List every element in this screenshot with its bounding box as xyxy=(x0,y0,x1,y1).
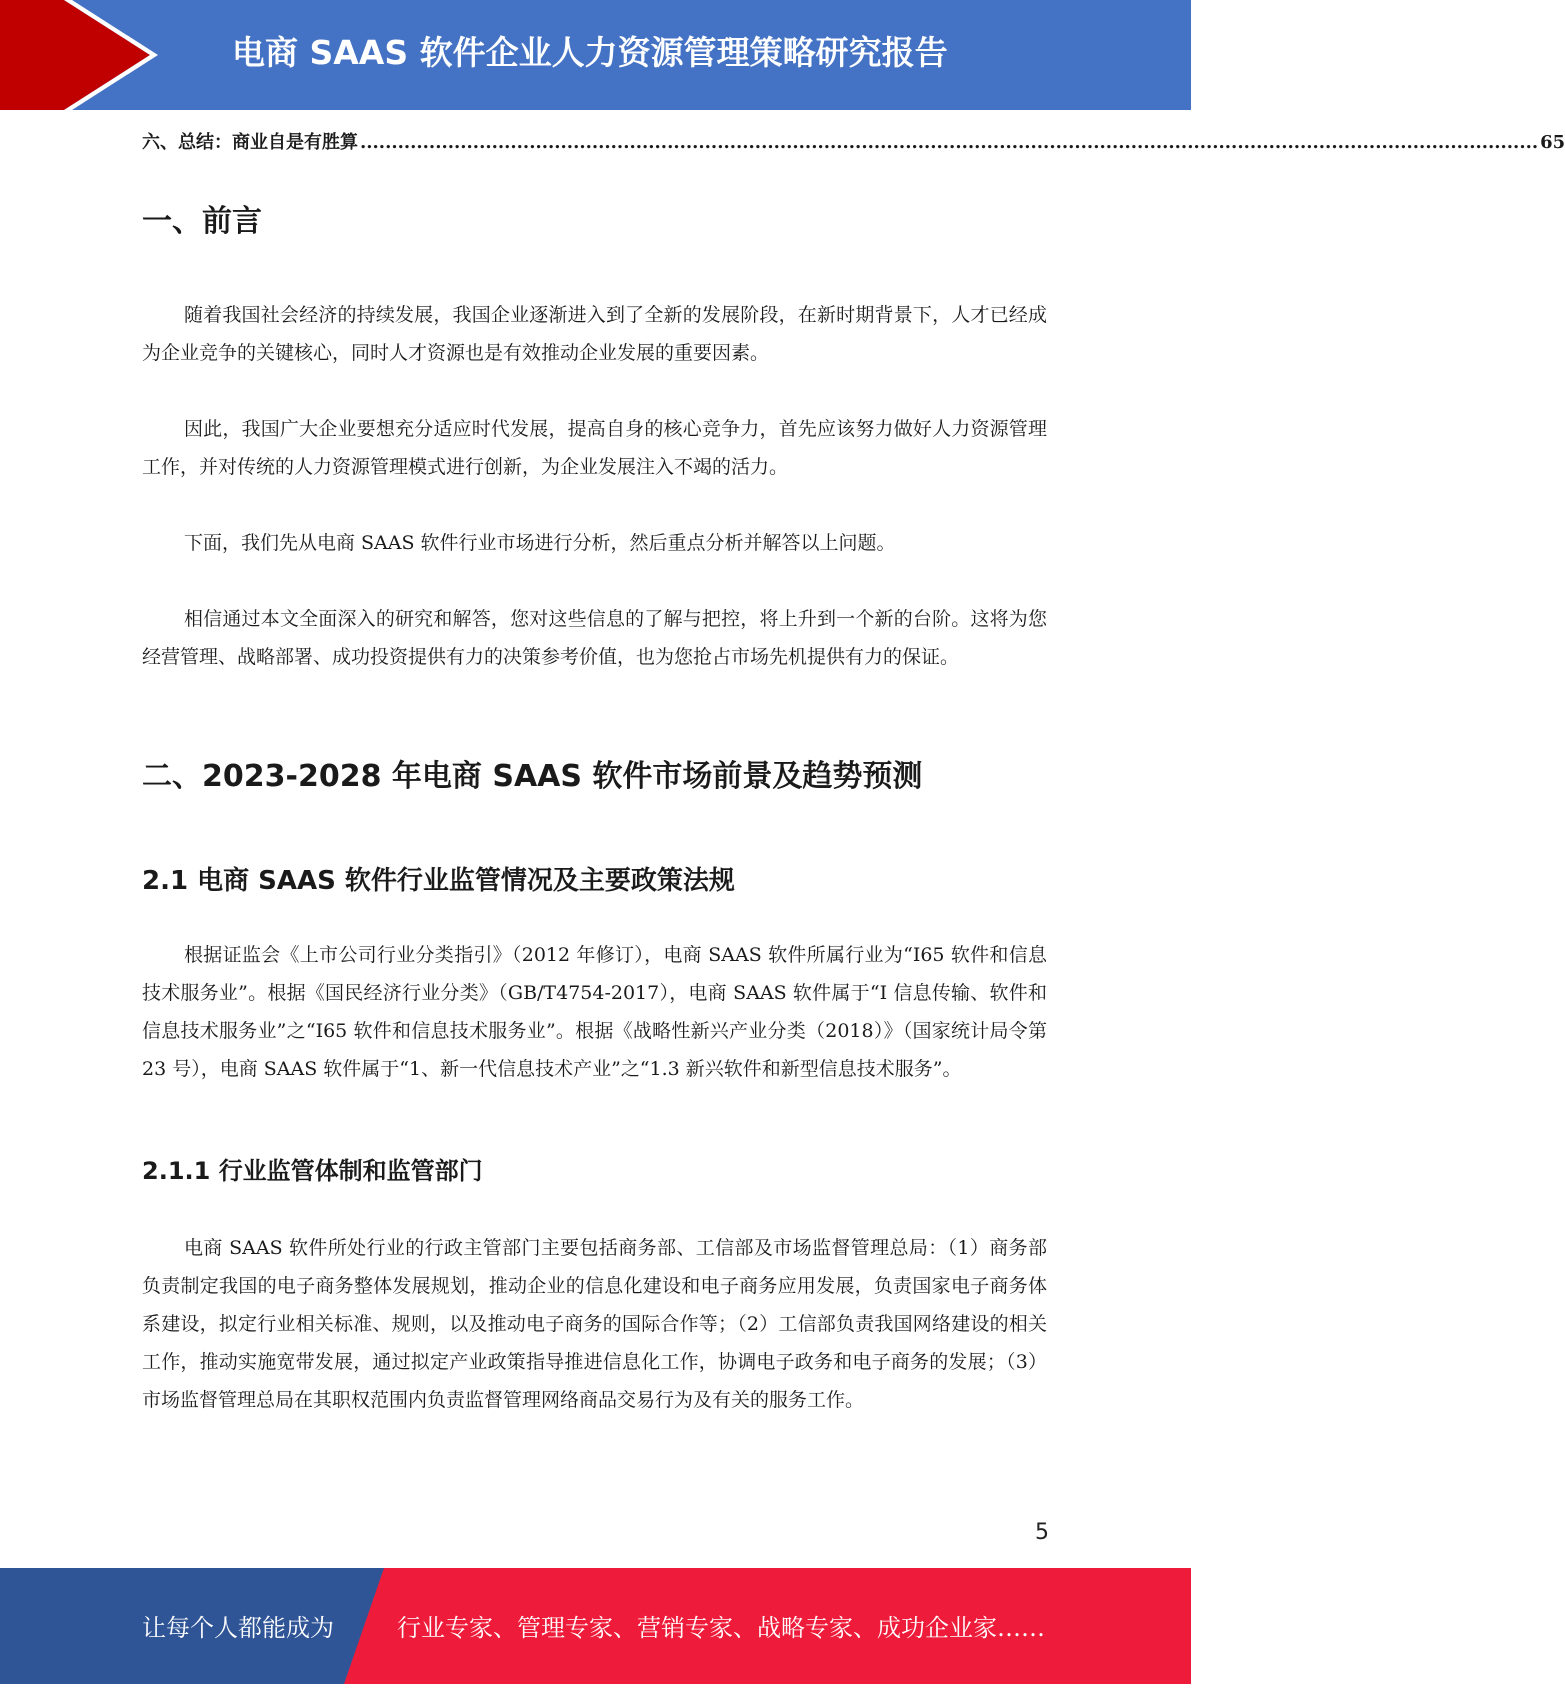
toc-leader-dots: ............................................................................................................................................................................................ xyxy=(360,132,1539,153)
toc-entry-label: 六、总结：商业自是有胜算 xyxy=(142,132,358,153)
page-header xyxy=(0,0,1191,110)
section-heading-2-1-1: 2.1.1 行业监管体制和监管部门 xyxy=(142,1157,483,1185)
section-heading-forecast: 二、2023-2028 年电商 SAAS 软件市场前景及趋势预测 xyxy=(142,759,923,794)
section-heading-preface: 一、前言 xyxy=(142,204,262,239)
toc-entry[interactable] xyxy=(142,130,1565,156)
preface-paragraph-3: 下面，我们先从电商 SAAS 软件行业市场进行分析，然后重点分析并解答以上问题。 xyxy=(184,532,896,554)
toc-entry-page: 65 xyxy=(1540,132,1565,153)
preface-paragraph-4: 相信通过本文全面深入的研究和解答，您对这些信息的了解与把控，将上升到一个新的台阶。这将为您经营管理、战略部署、成功投资提供有力的决策参考价值，也为您抢占市场先机提供有力的保证。 xyxy=(142,608,1047,668)
page-footer xyxy=(0,1568,1191,1684)
section-2-1-1-paragraph: 电商 SAAS 软件所处行业的行政主管部门主要包括商务部、工信部及市场监督管理总局：（1）商务部负责制定我国的电子商务整体发展规划，推动企业的信息化建设和电子商务应用发展，负责国家电子商务体系建设，拟定行业相关标准、规则，以及推动电子商务的国际合作等；（2）工信部负责我国网络建设的相关工作，推动实施宽带发展，通过拟定产业政策指导推进信息化工作，协调电子政务和电子商务的发展；（3）市场监督管理总局在其职权范围内负责监督管理网络商品交易行为及有关的服务工作。 xyxy=(142,1237,1047,1411)
preface-paragraph-1: 随着我国社会经济的持续发展，我国企业逐渐进入到了全新的发展阶段，在新时期背景下，人才已经成为企业竞争的关键核心，同时人才资源也是有效推动企业发展的重要因素。 xyxy=(142,304,1047,364)
header-arrow-decoration xyxy=(0,0,160,110)
preface-paragraph-2: 因此，我国广大企业要想充分适应时代发展，提高自身的核心竞争力，首先应该努力做好人力资源管理工作，并对传统的人力资源管理模式进行创新，为企业发展注入不竭的活力。 xyxy=(142,418,1047,478)
footer-slogan-right: 行业专家、管理专家、营销专家、战略专家、成功企业家…… xyxy=(397,1614,1045,1642)
section-heading-2-1: 2.1 电商 SAAS 软件行业监管情况及主要政策法规 xyxy=(142,866,735,896)
page-number: 5 xyxy=(1035,1520,1049,1545)
report-title: 电商 SAAS 软件企业人力资源管理策略研究报告 xyxy=(232,33,948,72)
section-2-1-paragraph: 根据证监会《上市公司行业分类指引》（2012 年修订），电商 SAAS 软件所属行业为“I65 软件和信息技术服务业”。根据《国民经济行业分类》（GB/T4754-2017），电商 SAAS 软件属于“I 信息传输、软件和信息技术服务业”之“I65 软件和信息技术服务业”。根据《战略性新兴产业分类（2018）》（国家统计局令第 23 号），电商 SAAS 软件属于“1、新一代信息技术产业”之“1.3 新兴软件和新型信息技术服务”。 xyxy=(142,944,1047,1080)
footer-slogan-left: 让每个人都能成为 xyxy=(142,1614,334,1642)
